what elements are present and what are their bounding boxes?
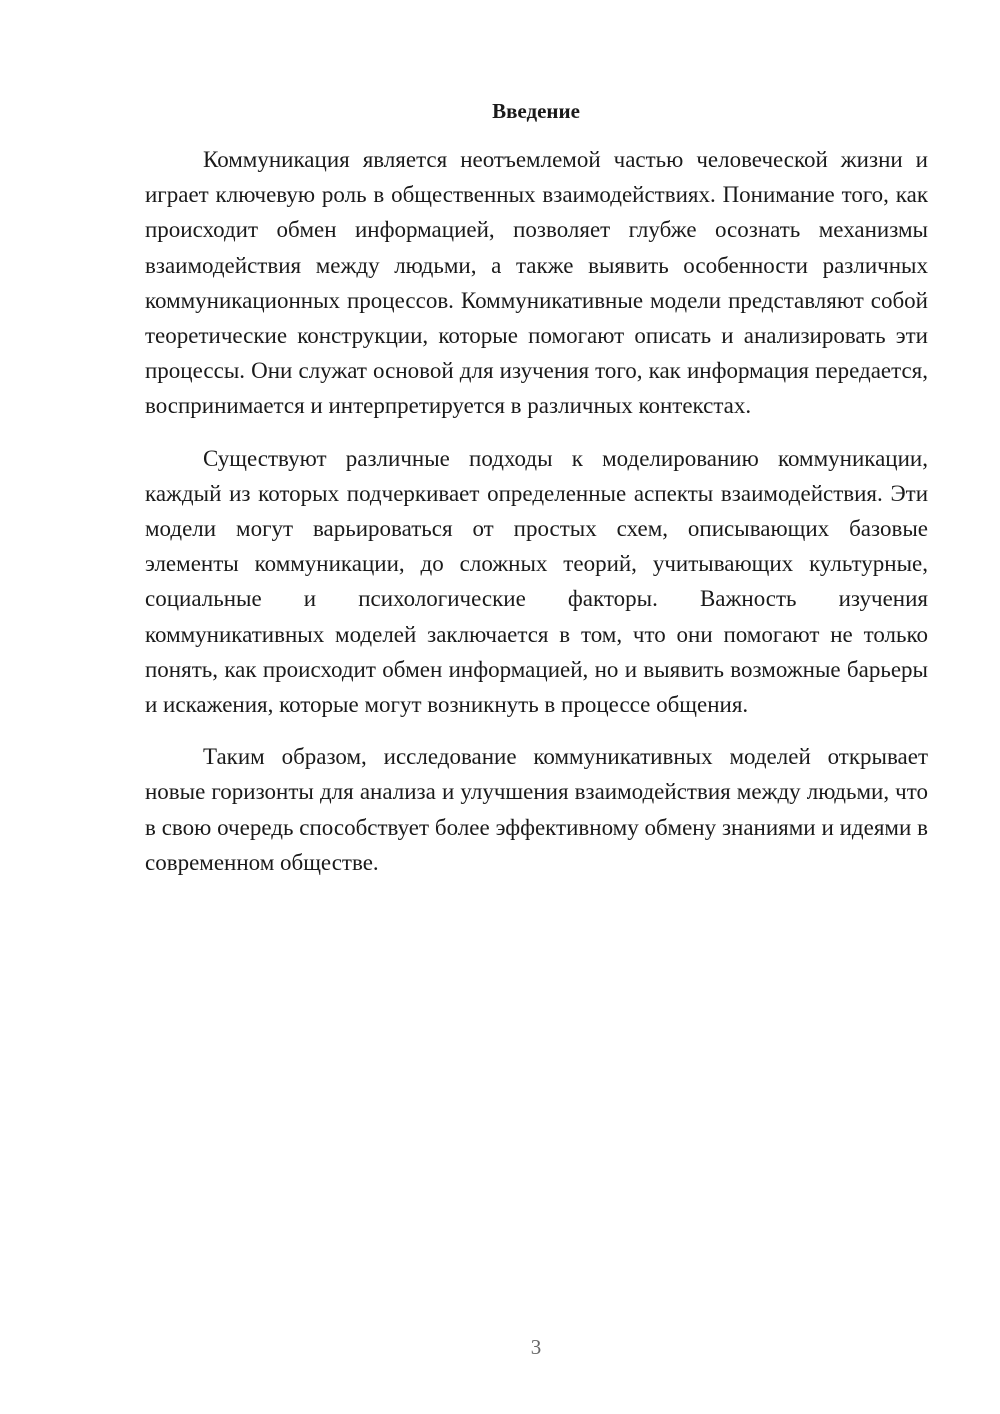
section-heading: Введение <box>492 99 580 123</box>
body-text <box>145 142 928 897</box>
page-number: 3 <box>530 1335 542 1359</box>
paragraph-3: Таким образом, исследование коммуникативных моделей открывает новые горизонты для анализа и улучшения взаимодействия между людьми, что в свою очередь способствует более эффективному обмену знаниями и идеями в современном обществе. <box>145 744 928 875</box>
paragraph-1: Коммуникация является неотъемлемой частью человеческой жизни и играет ключевую роль в общественных взаимодействиях. Понимание того, как происходит обмен информацией, позволяет глубже осознать механизмы взаимодействия между людьми, а также выявить особенности различных коммуникационных процессов. Коммуникативные модели представляют собой теоретические конструкции, которые помогают описать и анализировать эти процессы. Они служат основой для изучения того, как информация передается, воспринимается и интерпретируется в различных контекстах. <box>145 147 928 419</box>
paragraph-2: Существуют различные подходы к моделированию коммуникации, каждый из которых подчеркивает определенные аспекты взаимодействия. Эти модели могут варьироваться от простых схем, описывающих базовые элементы коммуникации, до сложных теорий, учитывающих культурные, социальные и психологические факторы. Важность изучения коммуникативных моделей заключается в том, что они помогают не только понять, как происходит обмен информацией, но и выявить возможные барьеры и искажения, которые могут возникнуть в процессе общения. <box>145 445 928 718</box>
